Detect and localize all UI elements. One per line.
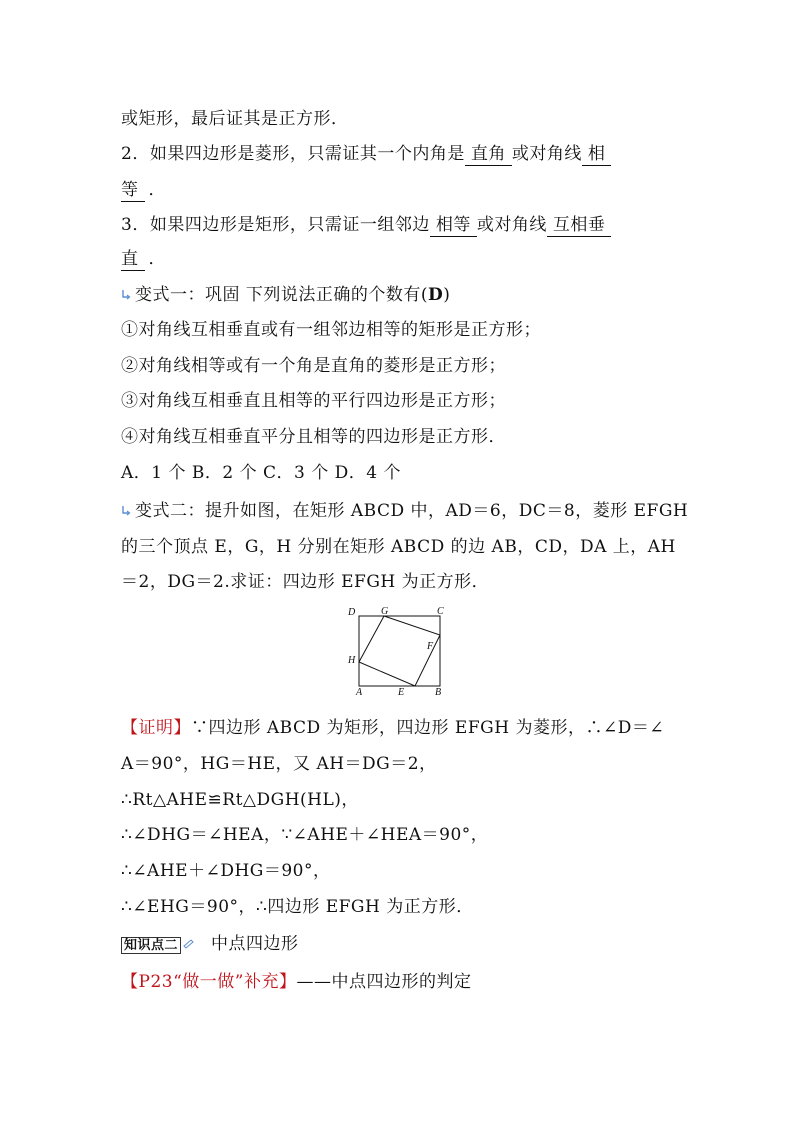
statement-3: ③对角线互相垂直且相等的平行四边形是正方形； bbox=[121, 391, 506, 411]
answer-blank-perpendicular-part2: 直 bbox=[121, 249, 145, 271]
variant2-line-3: ＝2，DG＝2.求证：四边形 EFGH 为正方形． bbox=[121, 572, 490, 592]
statement-2: ②对角线相等或有一个角是直角的菱形是正方形； bbox=[121, 356, 506, 376]
item-3-end: ． bbox=[148, 249, 166, 269]
text-line-1 bbox=[121, 104, 349, 129]
text-line-3 bbox=[121, 175, 166, 200]
text-line-4 bbox=[121, 210, 611, 235]
item-2-end: ． bbox=[148, 180, 166, 200]
variant1-question: 下列说法正确的个数有( bbox=[245, 285, 429, 305]
item-2-mid: 或对角线 bbox=[511, 144, 582, 164]
variant2-text-1: 提升如图，在矩形 ABCD 中，AD＝6，DC＝8，菱形 EFGH bbox=[205, 501, 689, 521]
variant1-answer: D bbox=[428, 285, 444, 305]
knowledge-badge: 知识点二 bbox=[121, 937, 181, 954]
proof-line-3: ∴Rt△AHE≌Rt△DGH(HL)， bbox=[121, 790, 359, 810]
text-line-5 bbox=[121, 244, 166, 269]
hint-arrow-icon bbox=[121, 505, 131, 517]
proof-line-1 bbox=[121, 713, 664, 738]
label-b: B bbox=[435, 687, 442, 696]
answer-options: A．1 个 B．2 个 C．3 个 D．4 个 bbox=[121, 463, 401, 483]
label-e: E bbox=[398, 687, 405, 696]
supplement-text: ——中点四边形的判定 bbox=[296, 972, 472, 992]
label-h: H bbox=[348, 655, 356, 666]
item-2-text: 2．如果四边形是菱形，只需证其一个内角是 bbox=[121, 144, 465, 164]
geometry-figure bbox=[345, 604, 457, 696]
supplement-heading bbox=[121, 967, 471, 992]
text-continuation: 或矩形，最后证其是正方形． bbox=[121, 109, 349, 129]
variant1-label: 变式一：巩固 bbox=[135, 285, 240, 305]
variant2-label: 变式二： bbox=[135, 501, 205, 521]
label-d: D bbox=[348, 607, 356, 618]
variant1-close-paren: ) bbox=[443, 285, 451, 305]
variant2-line-1 bbox=[121, 496, 688, 521]
item-3-text: 3．如果四边形是矩形，只需证一组邻边 bbox=[121, 215, 430, 235]
knowledge-point-heading bbox=[121, 929, 299, 954]
proof-line-5: ∴∠AHE＋∠DHG＝90°， bbox=[121, 861, 331, 881]
hint-arrow-icon bbox=[121, 289, 131, 301]
pencil-icon bbox=[183, 938, 195, 950]
variant1-heading bbox=[121, 280, 450, 305]
answer-blank-perpendicular-part1: 互相垂 bbox=[547, 215, 612, 237]
answer-blank-right-angle: 直角 bbox=[465, 144, 512, 166]
proof-tag: 【证明】 bbox=[121, 718, 191, 738]
label-f: F bbox=[427, 641, 434, 652]
proof-line-4: ∴∠DHG＝∠HEA，∵∠AHE＋∠HEA＝90°， bbox=[121, 825, 489, 845]
variant2-line-2: 的三个顶点 E，G，H 分别在矩形 ABCD 的边 AB，CD，DA 上，AH bbox=[121, 537, 676, 557]
knowledge-title: 中点四边形 bbox=[211, 934, 299, 954]
statement-1: ①对角线互相垂直或有一组邻边相等的矩形是正方形； bbox=[121, 320, 541, 340]
item-3-mid: 或对角线 bbox=[476, 215, 547, 235]
label-a: A bbox=[356, 687, 363, 696]
label-c: C bbox=[437, 606, 444, 617]
statement-4: ④对角线互相垂直平分且相等的四边形是正方形． bbox=[121, 427, 506, 447]
label-g: G bbox=[381, 606, 389, 617]
answer-blank-equal-part2: 等 bbox=[121, 180, 145, 202]
proof-line-2: A＝90°，HG＝HE，又 AH＝DG＝2， bbox=[121, 754, 437, 774]
proof-text-1: ∵四边形 ABCD 为矩形，四边形 EFGH 为菱形，∴∠D＝∠ bbox=[191, 718, 665, 738]
supplement-tag: 【P23“做一做”补充】 bbox=[121, 972, 297, 992]
answer-blank-equal: 相等 bbox=[430, 215, 477, 237]
proof-line-6: ∴∠EHG＝90°，∴四边形 EFGH 为正方形． bbox=[121, 897, 474, 917]
text-line-2 bbox=[121, 139, 611, 164]
answer-blank-equal-part1: 相 bbox=[582, 144, 612, 166]
